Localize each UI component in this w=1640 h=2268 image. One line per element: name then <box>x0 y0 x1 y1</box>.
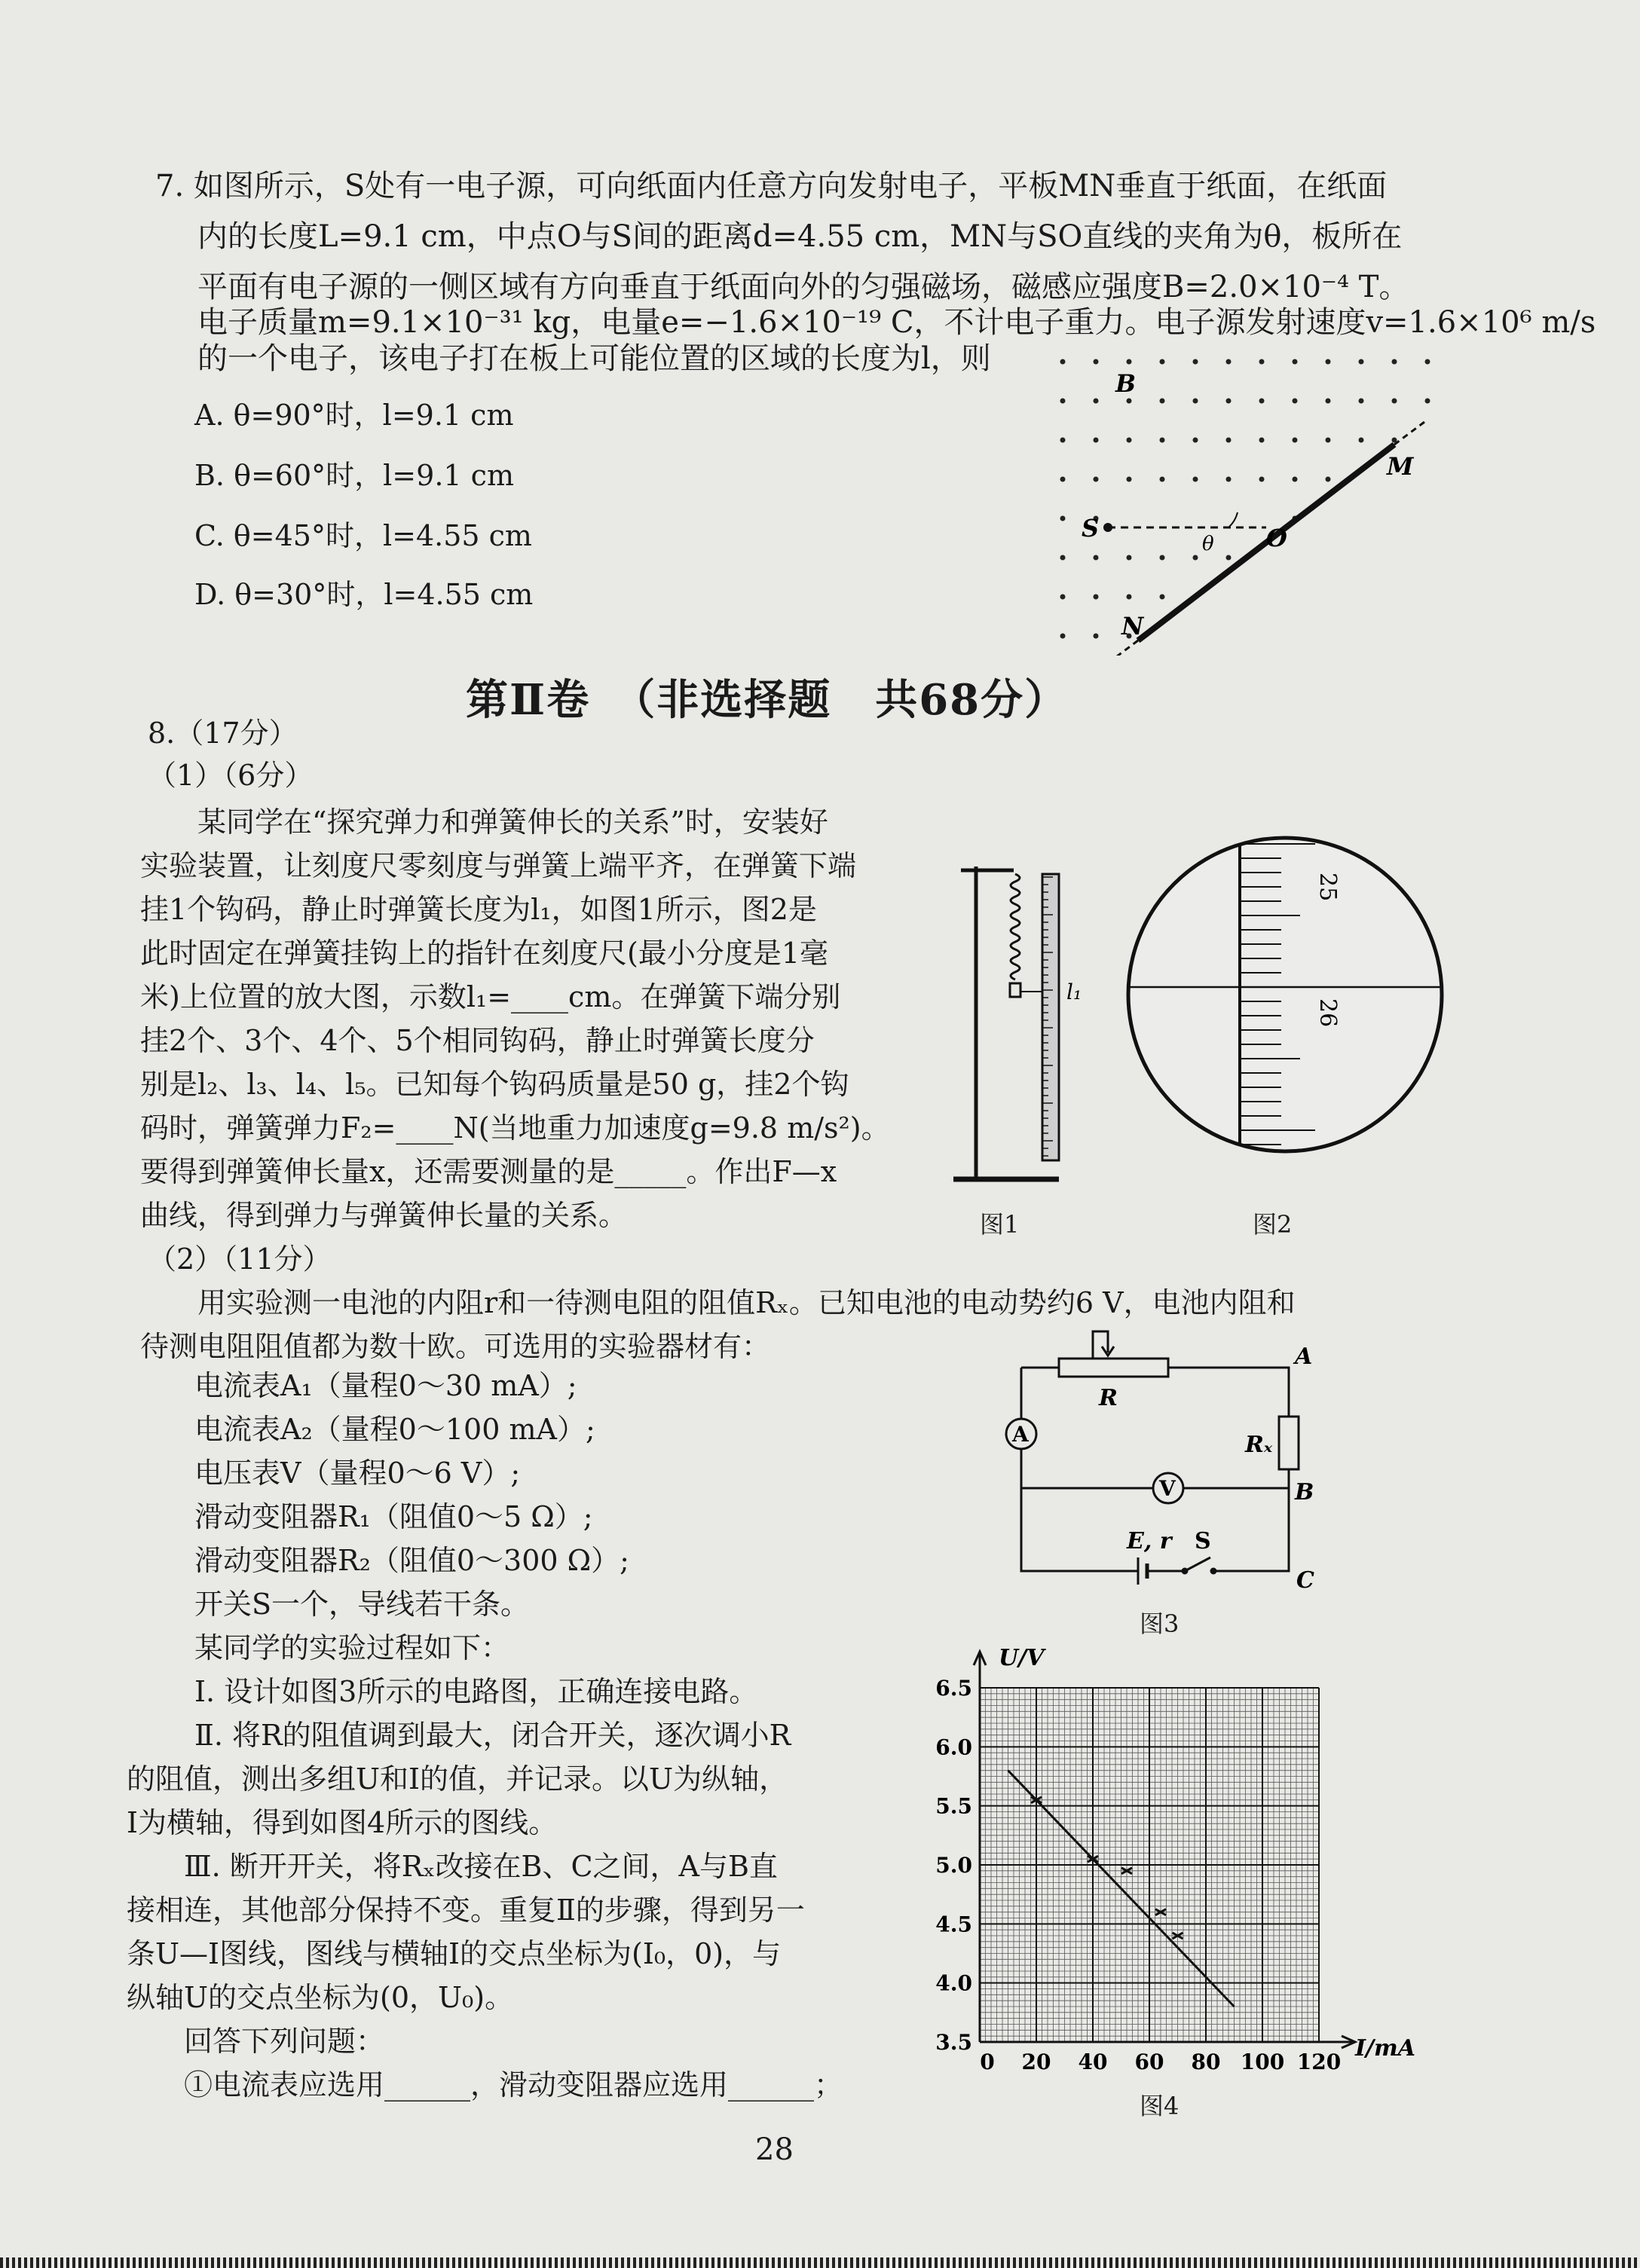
field-dot <box>1226 359 1232 365</box>
field-dot <box>1226 399 1232 404</box>
step-line: I为横轴，得到如图4所示的图线。 <box>127 1806 558 1839</box>
chart-xlabel: I/mA <box>1355 2035 1416 2062</box>
step-line: 的阻值，测出多组U和I的值，并记录。以U为纵轴， <box>127 1762 788 1796</box>
field-dot <box>1160 477 1165 482</box>
figure-2-caption: 图2 <box>1253 1210 1293 1239</box>
field-dot <box>1060 359 1066 365</box>
step-line: ①电流表应选用______，滑动变阻器应选用______； <box>127 2068 843 2101</box>
field-dot <box>1392 359 1397 365</box>
field-dot <box>1127 438 1132 443</box>
part2-intro-line: 待测电阻阻值都为数十欧。可选用的实验器材有： <box>140 1330 771 1363</box>
field-dot <box>1425 399 1430 404</box>
field-dot <box>1060 595 1066 600</box>
q7-option-c: C. θ=45°时，l=4.55 cm <box>194 519 532 552</box>
fig3-label-s: S <box>1195 1528 1211 1554</box>
y-tick-label: 4.0 <box>935 1970 972 1996</box>
field-dot <box>1160 595 1165 600</box>
step-line: 纵轴U的交点坐标为(0，U₀)。 <box>127 1981 514 2014</box>
q7-line-1: 7. 如图所示，S处有一电子源，可向纸面内任意方向发射电子，平板MN垂直于纸面，在纸面 <box>155 169 1388 203</box>
source-point <box>1103 523 1112 532</box>
field-dot <box>1060 399 1066 404</box>
label-theta: θ <box>1202 533 1214 555</box>
q8-part1-text <box>140 800 890 1237</box>
field-dot <box>1127 555 1132 561</box>
part1-line: 曲线，得到弹力与弹簧伸长量的关系。 <box>140 1199 628 1232</box>
figure-1-spring <box>946 851 1082 1191</box>
x-tick-label: 60 <box>1134 2049 1164 2074</box>
field-dot <box>1060 477 1066 482</box>
label-m: M <box>1387 452 1414 481</box>
q7-line-4: 电子质量m=9.1×10⁻³¹ kg，电量e=−1.6×10⁻¹⁹ C，不计电子重力。电子源发射速度v=1.6×10⁶ m/s <box>197 305 1596 340</box>
equipment-item: 开关S一个，导线若干条。 <box>194 1588 530 1621</box>
fig3-ammeter-symbol: A <box>1012 1422 1029 1447</box>
equipment-item: Ⅱ. 将R的阻值调到最大，闭合开关，逐次调小R <box>194 1719 791 1752</box>
field-dot <box>1326 438 1331 443</box>
part1-line: 别是l₂、l₃、l₄、l₅。已知每个钩码质量是50 g，挂2个钩 <box>140 1068 849 1101</box>
plate-extension-m <box>1394 422 1424 445</box>
y-tick-label: 3.5 <box>935 2030 972 2055</box>
label-n: N <box>1121 612 1144 640</box>
part1-line: 挂1个钩码，静止时弹簧长度为l₁，如图1所示，图2是 <box>140 893 817 926</box>
label-b: B <box>1115 369 1137 398</box>
q7-line-5: 的一个电子，该电子打在板上可能位置的区域的长度为l，则 <box>197 341 991 376</box>
field-dot <box>1259 399 1265 404</box>
field-dot <box>1127 595 1132 600</box>
q7-field-figure <box>1040 339 1447 656</box>
field-dot <box>1094 555 1099 561</box>
fig1-label-l1: l₁ <box>1066 980 1082 1004</box>
q7-line-2: 内的长度L=9.1 cm，中点O与S间的距离d=4.55 cm，MN与SO直线的夹角为θ，板所在 <box>197 219 1403 254</box>
field-dot <box>1160 555 1165 561</box>
field-dot <box>1060 555 1066 561</box>
step-line: 回答下列问题： <box>127 2025 385 2058</box>
field-dot <box>1359 359 1364 365</box>
equipment-item: Ⅰ. 设计如图3所示的电路图，正确连接电路。 <box>194 1675 758 1708</box>
x-tick-label: 0 <box>980 2049 995 2074</box>
field-dot <box>1326 359 1331 365</box>
field-dot <box>1226 555 1232 561</box>
q7-line-3: 平面有电子源的一侧区域有方向垂直于纸面向外的匀强磁场，磁感应强度B=2.0×10⁻⁴ T。 <box>197 270 1409 304</box>
field-dot <box>1127 477 1132 482</box>
field-dot <box>1193 359 1198 365</box>
field-dot <box>1193 555 1198 561</box>
q7-option-a: A. θ=90°时，l=9.1 cm <box>194 399 514 432</box>
y-tick-label: 6.0 <box>935 1735 972 1760</box>
field-dot <box>1326 399 1331 404</box>
field-dot <box>1293 477 1298 482</box>
equipment-item: 电流表A₁（量程0～30 mA）; <box>194 1369 577 1402</box>
x-tick-label: 80 <box>1191 2049 1221 2074</box>
field-dot <box>1259 477 1265 482</box>
field-dot <box>1226 477 1232 482</box>
x-tick-label: 100 <box>1240 2049 1285 2074</box>
figure-2-ruler <box>1123 829 1447 1160</box>
q8-part2-header: （2）（11分） <box>148 1243 332 1276</box>
part1-line: 挂2个、3个、4个、5个相同钩码，静止时弹簧长度分 <box>140 1024 815 1057</box>
part1-line: 实验装置，让刻度尺零刻度与弹簧上端平齐，在弹簧下端 <box>140 849 857 882</box>
equipment-item: 电流表A₂（量程0～100 mA）; <box>194 1413 595 1446</box>
y-tick-label: 5.0 <box>935 1853 972 1878</box>
field-dot <box>1326 477 1331 482</box>
field-dot <box>1259 438 1265 443</box>
part1-line: 要得到弹簧伸长量x，还需要测量的是_____。作出F—x <box>140 1155 837 1188</box>
field-dot <box>1094 399 1099 404</box>
field-dot <box>1094 634 1099 639</box>
fig3-label-r: R <box>1099 1385 1118 1411</box>
y-tick-label: 5.5 <box>935 1793 972 1819</box>
equipment-item: 滑动变阻器R₂（阻值0～300 Ω）; <box>194 1544 629 1577</box>
part1-line: 米)上位置的放大图，示数l₁=____cm。在弹簧下端分别 <box>140 980 841 1013</box>
figure-1-caption: 图1 <box>980 1210 1020 1239</box>
label-s: S <box>1082 514 1100 543</box>
field-dot <box>1193 438 1198 443</box>
part2-intro-line: 用实验测一电池的内阻r和一待测电阻的阻值Rₓ。已知电池的电动势约6 V，电池内阻和 <box>140 1286 1296 1319</box>
equipment-item: 滑动变阻器R₁（阻值0～5 Ω）; <box>194 1500 593 1533</box>
x-tick-label: 120 <box>1296 2049 1342 2074</box>
field-dot <box>1293 359 1298 365</box>
field-dot <box>1392 399 1397 404</box>
y-tick-label: 4.5 <box>935 1912 972 1937</box>
fig3-label-a: A <box>1295 1343 1313 1370</box>
field-dot <box>1094 477 1099 482</box>
y-tick-label: 6.5 <box>935 1676 972 1701</box>
equipment-item: 电压表V（量程0～6 V）; <box>194 1456 521 1490</box>
label-o: O <box>1266 524 1287 552</box>
figure-3-caption: 图3 <box>1140 1609 1180 1638</box>
q8-part1-header: （1）（6分） <box>148 759 314 792</box>
step-line: 条U—I图线，图线与横轴I的交点坐标为(I₀，0)，与 <box>127 1937 782 1970</box>
figure-4-chart <box>919 1635 1432 2087</box>
part1-line: 某同学在“探究弹力和弹簧伸长的关系”时，安装好 <box>140 805 828 839</box>
field-dot <box>1259 359 1265 365</box>
plate-extension-n <box>1108 640 1138 656</box>
chart-ylabel: U/V <box>999 1645 1045 1671</box>
page-bottom-border <box>0 2257 1640 2268</box>
field-dot <box>1160 399 1165 404</box>
field-dot <box>1193 477 1198 482</box>
x-tick-label: 40 <box>1078 2049 1108 2074</box>
part1-line: 码时，弹簧弹力F₂=____N(当地重力加速度g=9.8 m/s²)。 <box>140 1111 890 1145</box>
fig3-label-c: C <box>1296 1567 1314 1594</box>
field-dot <box>1359 438 1364 443</box>
figure-3-circuit <box>987 1322 1334 1601</box>
fig3-label-er: E, r <box>1127 1528 1172 1554</box>
fig3-label-b: B <box>1295 1479 1314 1505</box>
field-dot <box>1160 438 1165 443</box>
page-number: 28 <box>755 2132 794 2167</box>
fig3-voltmeter-symbol: V <box>1159 1476 1176 1501</box>
field-dot <box>1094 359 1099 365</box>
field-dot <box>1226 438 1232 443</box>
field-dot <box>1127 359 1132 365</box>
fig2-tick-26: 26 <box>1314 998 1341 1028</box>
equipment-item: 某同学的实验过程如下： <box>194 1631 510 1664</box>
field-dot <box>1293 399 1298 404</box>
field-dot <box>1060 516 1066 521</box>
step-line: 接相连，其他部分保持不变。重复Ⅱ的步骤，得到另一 <box>127 1894 805 1927</box>
figure-4-caption: 图4 <box>1140 2092 1180 2120</box>
field-dot <box>1060 438 1066 443</box>
part1-line: 此时固定在弹簧挂钩上的指针在刻度尺(最小分度是1毫 <box>140 937 829 970</box>
field-dot <box>1060 634 1066 639</box>
field-dot <box>1293 438 1298 443</box>
field-dot <box>1160 359 1165 365</box>
step-line: Ⅲ. 断开开关，将Rₓ改接在B、C之间，A与B直 <box>127 1850 778 1883</box>
q7-option-d: D. θ=30°时，l=4.55 cm <box>194 578 534 611</box>
q8-header: 8.（17分） <box>148 717 298 750</box>
field-dot <box>1094 438 1099 443</box>
equipment-list <box>194 1364 791 1757</box>
x-tick-label: 20 <box>1021 2049 1051 2074</box>
theta-arc <box>1228 512 1238 527</box>
steps-continuation <box>127 1757 843 2107</box>
section-title: 第Ⅱ卷 （非选择题 共68分） <box>466 675 1069 725</box>
field-dot <box>1127 399 1132 404</box>
field-dot <box>1425 359 1430 365</box>
q7-option-b: B. θ=60°时，l=9.1 cm <box>194 459 514 492</box>
fig3-label-rx: Rₓ <box>1245 1432 1273 1458</box>
field-dot <box>1094 595 1099 600</box>
field-dot <box>1359 399 1364 404</box>
fig2-tick-25: 25 <box>1314 873 1341 902</box>
field-dot <box>1193 399 1198 404</box>
